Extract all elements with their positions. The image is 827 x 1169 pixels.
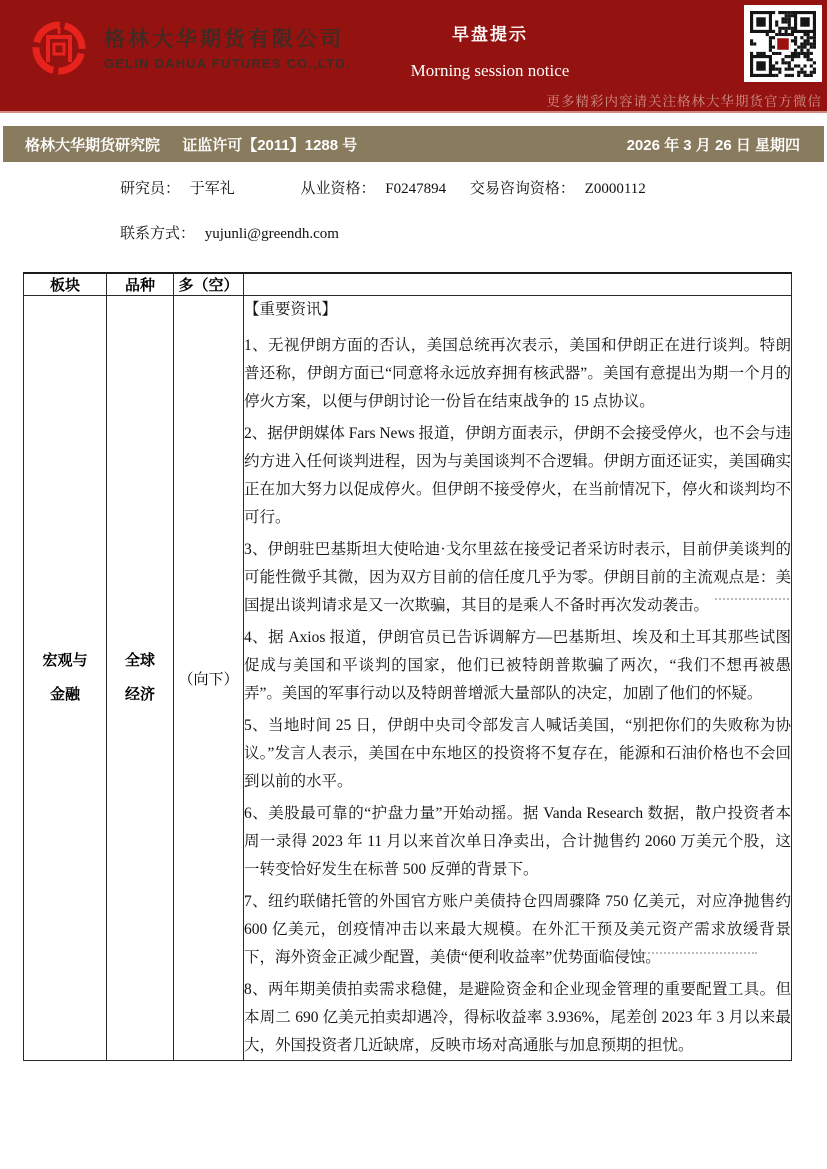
content-cell <box>244 296 792 1061</box>
notice-list <box>244 332 791 1060</box>
notice-paragraph: 7、纽约联储托管的外国官方账户美债持仓四周骤降 750 亿美元，对应净抛售约 600 亿美元，创疫情冲击以来最大规模。在外汇干预及美元资产需求放缓背景下，海外资金正减少配置，美债“便利收益率”优势面临侵蚀。 <box>244 893 791 966</box>
header-sector: 板块 <box>24 273 107 296</box>
researcher-label: 研究员： <box>120 181 181 197</box>
company-name-cn: 格林大华期货有限公司 <box>104 28 344 51</box>
contact-row <box>120 222 646 243</box>
notice-paragraph: 4、据 Axios 报道，伊朗官员已告诉调解方—巴基斯坦、埃及和土耳其那些试图促成与美国和平谈判的国家，他们已被特朗普欺骗了两次，“我们不想再被愚弄”。美国的军事行动以及特朗普增派大量部队的决定，加剧了他们的怀疑。 <box>244 629 791 702</box>
variety-line: 经济 <box>124 686 155 703</box>
variety-cell <box>107 296 174 1061</box>
direction-cell: （向下） <box>174 296 244 1061</box>
notice-paragraph: 3、伊朗驻巴基斯坦大使哈迪·戈尔里兹在接受记者采访时表示，目前伊美谈判的可能性微乎其微，因为双方目前的信任度几乎为零。伊朗目前的主流观点是：美国提出谈判请求是又一次欺骗，其目的是乘人不备时再次发动袭击。 <box>244 541 791 614</box>
revision-dotted-mark <box>593 952 757 954</box>
researcher-name: 于军礼 <box>189 181 235 197</box>
report-title-block <box>390 20 590 81</box>
advisory-number: Z0000112 <box>584 181 646 197</box>
researcher-block <box>120 177 646 267</box>
header-direction: 多（空） <box>174 273 244 296</box>
researcher-row <box>120 177 646 198</box>
institute-license <box>25 134 357 155</box>
content-heading: 【重要资讯】 <box>244 301 338 318</box>
report-title-cn: 早盘提示 <box>452 25 528 44</box>
revision-dotted-mark <box>715 598 789 600</box>
sector-cell <box>24 296 107 1061</box>
qualification-number: F0247894 <box>385 181 447 197</box>
table-row <box>24 296 792 1061</box>
notice-paragraph: 5、当地时间 25 日，伊朗中央司令部发言人喊话美国，“别把你们的失败称为协议。”发言人表示，美国在中东地区的投资将不复存在，能源和石油价格也不会回到以前的水平。 <box>244 717 791 790</box>
notice-paragraph: 1、无视伊朗方面的否认，美国总统再次表示，美国和伊朗正在进行谈判。特朗普还称，伊朗方面已“同意将永远放弃拥有核武器”。美国有意提出为期一个月的停火方案，以便与伊朗讨论一份旨在结束战争的 15 点协议。 <box>244 337 791 410</box>
license-number: 证监许可【2011】1288 号 <box>182 136 358 154</box>
contact-label: 联系方式： <box>120 226 196 242</box>
sector-line: 金融 <box>49 686 80 703</box>
company-logo-icon <box>27 16 91 80</box>
header-content <box>244 273 792 296</box>
institute-name: 格林大华期货研究院 <box>25 136 161 154</box>
report-title-en: Morning session notice <box>410 61 570 80</box>
notice-paragraph: 8、两年期美债拍卖需求稳健，是避险资金和企业现金管理的重要配置工具。但本周二 690 亿美元拍卖却遇冷，得标收益率 3.936%，尾差创 2023 年 3 月以来最大，外国投资者几近缺席，反映市场对高通胀与加息预期的担忧。 <box>244 981 791 1054</box>
notice-paragraph: 2、据伊朗媒体 Fars News 报道，伊朗方面表示，伊朗不会接受停火，也不会与违约方进入任何谈判进程，因为与美国谈判不合逻辑。伊朗方面还证实，美国确实正在加大努力以促成停火。但伊朗不接受停火，在当前情况下，停火和谈判均不可行。 <box>244 425 791 526</box>
report-date: 2026 年 3 月 26 日 星期四 <box>626 136 800 154</box>
company-name-block <box>104 23 351 71</box>
advisory-label: 交易咨询资格： <box>469 181 575 197</box>
header-variety: 品种 <box>107 273 174 296</box>
notice-table <box>23 272 792 1061</box>
qualification-label: 从业资格： <box>300 181 376 197</box>
table-header-row <box>24 273 792 296</box>
wechat-qr-code <box>744 5 822 82</box>
header-banner <box>0 0 827 113</box>
notice-paragraph: 6、美股最可靠的“护盘力量”开始动摇。据 Vanda Research 数据，散户投资者本周一录得 2023 年 11 月以来首次单日净卖出，合计抛售约 2060 万美元个股，这一转变恰好发生在标普 500 反弹的背景下。 <box>244 805 791 878</box>
institute-info-bar <box>3 126 824 162</box>
wechat-follow-note: 更多精彩内容请关注格林大华期货官方微信 <box>546 94 822 109</box>
variety-line: 全球 <box>124 652 155 669</box>
contact-email: yujunli@greendh.com <box>204 226 339 242</box>
company-name-en: GELIN DAHUA FUTURES CO.,LTD. <box>104 56 351 71</box>
sector-line: 宏观与 <box>42 652 88 669</box>
